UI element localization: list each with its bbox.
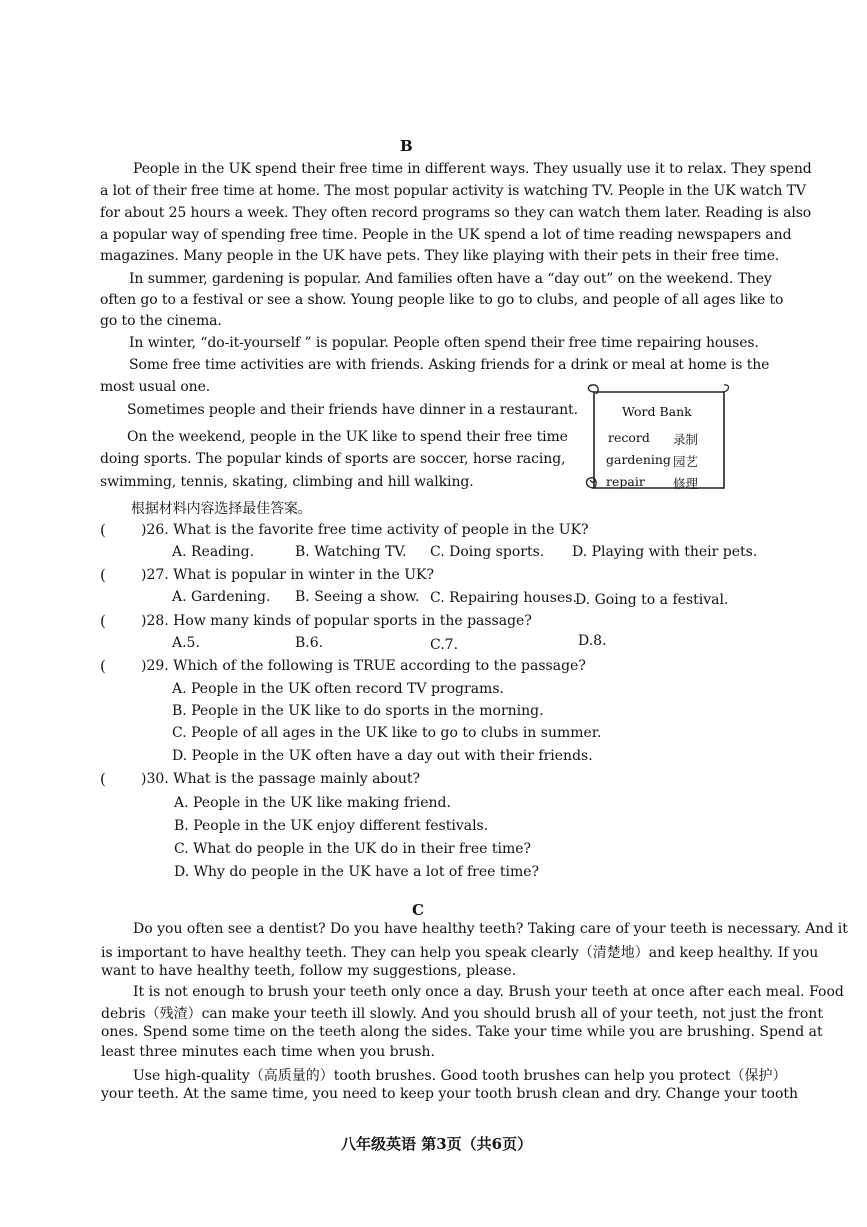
- option-a: A.5.: [172, 635, 200, 651]
- passage-line: People in the UK spend their free time in different ways. They usually use it to relax. They spend: [133, 161, 812, 177]
- passage-line: Some free time activities are with friends. Asking friends for a drink or meal at home is the: [129, 357, 770, 373]
- word-bank-en: record: [608, 430, 650, 445]
- option-b: B. Seeing a show.: [295, 589, 420, 605]
- answer-paren: (: [100, 770, 106, 788]
- question-stem: )26. What is the favorite free time activity of people in the UK?: [141, 522, 589, 538]
- option-d: D.8.: [578, 633, 607, 649]
- option-a: A. Reading.: [172, 544, 255, 560]
- option-d: D. Going to a festival.: [575, 592, 729, 608]
- passage-line: Do you often see a dentist? Do you have healthy teeth? Taking care of your teeth is necessary. And it: [133, 921, 848, 937]
- word-bank-zh: 录制: [673, 432, 699, 447]
- answer-paren: (: [100, 657, 106, 675]
- option-b: B. People in the UK like to do sports in the morning.: [172, 703, 544, 719]
- passage-line: most usual one.: [100, 379, 211, 395]
- question-stem: )28. How many kinds of popular sports in the passage?: [141, 613, 532, 629]
- passage-line: doing sports. The popular kinds of sports are soccer, horse racing,: [100, 451, 566, 467]
- passage-line: is important to have healthy teeth. They can help you speak clearly（清楚地）and keep healthy. If you: [101, 945, 819, 961]
- question-stem: )27. What is popular in winter in the UK?: [141, 567, 435, 583]
- word-bank-en: repair: [606, 474, 645, 489]
- option-c: C. Repairing houses.: [430, 590, 577, 606]
- option-d: D. People in the UK often have a day out with their friends.: [172, 748, 593, 764]
- question-stem: )30. What is the passage mainly about?: [141, 771, 421, 787]
- passage-line: a popular way of spending free time. People in the UK spend a lot of time reading newspapers and: [100, 227, 792, 243]
- passage-line: In summer, gardening is popular. And families often have a “day out” on the weekend. They: [129, 271, 772, 287]
- option-a: A. People in the UK like making friend.: [174, 795, 451, 811]
- answer-paren: (: [100, 521, 106, 539]
- option-b: B.6.: [295, 635, 324, 651]
- passage-line: often go to a festival or see a show. Young people like to go to clubs, and people of all ages like to: [100, 292, 784, 308]
- option-c: C. What do people in the UK do in their free time?: [174, 841, 532, 857]
- word-bank-en: gardening: [606, 452, 671, 467]
- passage-line: go to the cinema.: [100, 313, 222, 329]
- passage-line: least three minutes each time when you brush.: [101, 1044, 435, 1060]
- question-stem: )29. Which of the following is TRUE according to the passage?: [141, 658, 586, 674]
- passage-line: ones. Spend some time on the teeth along the sides. Take your time while you are brushing. Spend at: [101, 1024, 823, 1040]
- passage-line: In winter, “do-it-yourself ” is popular. People often spend their free time repairing houses.: [129, 335, 759, 351]
- option-d: D. Playing with their pets.: [572, 544, 758, 560]
- passage-line: On the weekend, people in the UK like to spend their free time: [127, 429, 568, 445]
- passage-line: want to have healthy teeth, follow my suggestions, please.: [101, 963, 517, 979]
- word-bank-title: Word Bank: [622, 404, 692, 419]
- passage-line: your teeth. At the same time, you need to keep your tooth brush clean and dry. Change your tooth: [101, 1086, 799, 1102]
- word-bank-zh: 园艺: [673, 454, 699, 469]
- passage-line: It is not enough to brush your teeth only once a day. Brush your teeth at once after each meal. Food: [133, 984, 844, 1000]
- passage-line: debris（残渣）can make your teeth ill slowly. And you should brush all of your teeth, not just the front: [101, 1006, 823, 1022]
- section-b-heading: B: [400, 137, 413, 155]
- option-a: A. People in the UK often record TV programs.: [172, 681, 504, 697]
- option-a: A. Gardening.: [172, 589, 271, 605]
- answer-paren: (: [100, 612, 106, 630]
- option-c: C. People of all ages in the UK like to go to clubs in summer.: [172, 725, 602, 741]
- passage-line: Sometimes people and their friends have dinner in a restaurant.: [127, 402, 578, 418]
- passage-line: magazines. Many people in the UK have pets. They like playing with their pets in their free time.: [100, 248, 780, 264]
- option-c: C.7.: [430, 637, 459, 653]
- passage-line: Use high-quality（高质量的）tooth brushes. Good tooth brushes can help you protect（保护）: [133, 1068, 787, 1084]
- word-bank-box: [584, 384, 730, 496]
- section-c-heading: C: [412, 901, 424, 919]
- passage-line: a lot of their free time at home. The most popular activity is watching TV. People in the UK watch TV: [100, 183, 806, 199]
- word-bank-zh: 修理: [673, 476, 699, 491]
- answer-paren: (: [100, 566, 106, 584]
- passage-line: for about 25 hours a week. They often record programs so they can watch them later. Reading is also: [100, 205, 812, 221]
- option-b: B. Watching TV.: [295, 544, 407, 560]
- option-b: B. People in the UK enjoy different festivals.: [174, 818, 489, 834]
- instruction: 根据材料内容选择最佳答案。: [131, 501, 312, 517]
- option-d: D. Why do people in the UK have a lot of free time?: [174, 864, 540, 880]
- page-footer: 八年级英语 第3页（共6页）: [341, 1135, 533, 1153]
- passage-line: swimming, tennis, skating, climbing and hill walking.: [100, 474, 474, 490]
- option-c: C. Doing sports.: [430, 544, 545, 560]
